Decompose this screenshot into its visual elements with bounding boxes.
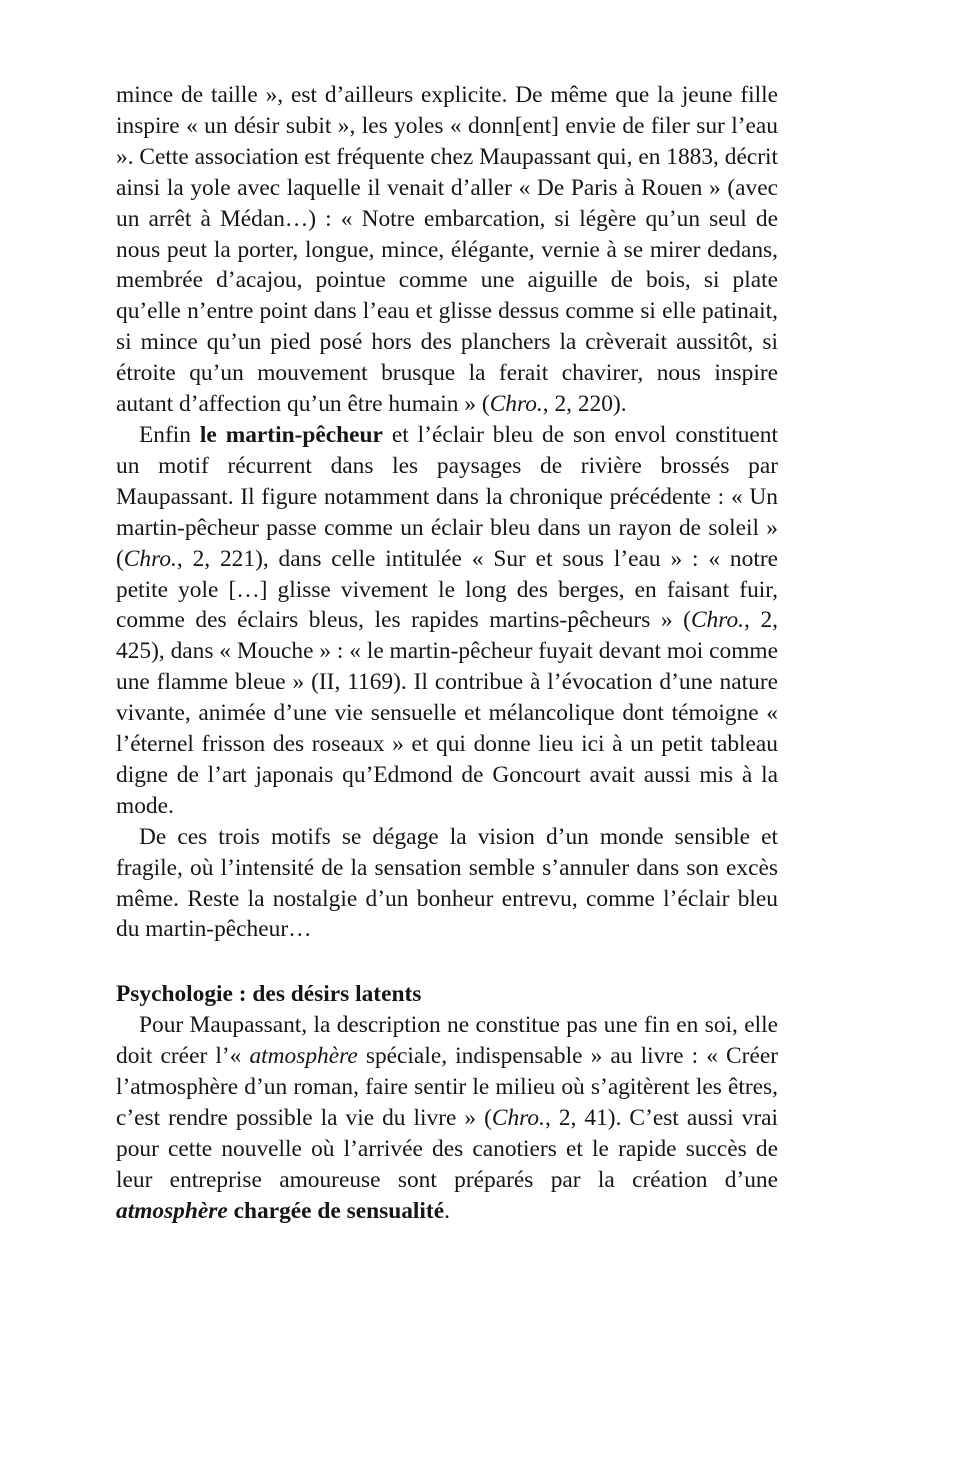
citation-chro: Chro. xyxy=(690,607,745,634)
italic-term: atmosphère xyxy=(249,1043,358,1070)
text-segment: , 2, 220). xyxy=(542,391,627,418)
text-segment: spéciale, indispensable » au livre : « Créer l’atmosphère d’un roman, faire sentir le milieu où s’agitèrent les êtres, c’est rendre possible la vie du livre » ( xyxy=(116,1043,778,1131)
text-segment: et l’éclair bleu de son envol constituent un motif récurrent dans les paysages de rivière brossés par Maupassant. Il figure notamment dans la chronique précédente : « Un martin-pêcheur passe comme un éclair bleu dans un rayon de soleil » ( xyxy=(116,421,778,572)
citation-chro: Chro. xyxy=(489,391,543,418)
paragraph-trois-motifs xyxy=(116,822,778,946)
paragraph-atmosphere xyxy=(116,1010,778,1226)
text-segment: De ces trois motifs se dégage la vision d’un monde sensible et fragile, où l’intensité de la sensation semble s’annuler dans son excès même. Reste la nostalgie d’un bonheur entrevu, comme l’éclair bleu du martin-pêcheur… xyxy=(116,823,778,943)
text-segment: Enfin xyxy=(139,421,200,448)
text-segment: , 2, 221), dans celle intitulée « Sur et sous l’eau » : « notre petite yole […] glisse vivement le long des berges, en faisant fuir, comme des éclairs bleus, les rapides martins-pêcheurs » ( xyxy=(116,545,778,634)
text-segment: mince de taille », est d’ailleurs explicite. De même que la jeune fille inspire « un désir subit », les yoles « donn[ent] envie de filer sur l’eau ». Cette association est fréquente chez Maupassant qui, en 1883, décrit ainsi la yole avec laquelle il venait d’aller « De Paris à Rouen » (avec un arrêt à Médan…) : « Notre embarcation, si légère qu’un seul de nous peut la porter, longue, mince, élégante, vernie à se mirer dedans, membrée d’acajou, pointue comme une aiguille de bois, si plate qu’elle n’entre point dans l’eau et glisse dessus comme si elle patinait, si mince qu’un pied posé hors des planchers la crèverait aussitôt, si étroite qu’un mouvement brusque la ferait chavirer, nous inspire autant d’affection qu’un être humain » ( xyxy=(116,82,778,418)
document-page xyxy=(116,80,778,1227)
citation-chro: Chro. xyxy=(123,545,177,572)
text-segment: , 2, 425), dans « Mouche » : « le martin-pêcheur fuyait devant moi comme une flamme bleue » (II, 1169). Il contribue à l’évocation d’une nature vivante, animée d’une vie sensuelle et mélancolique dont témoigne « l’éternel frisson des roseaux » et qui donne lieu ici à un petit tableau digne de l’art japonais qu’Edmond de Goncourt avait aussi mis à la mode. xyxy=(116,607,778,819)
bold-term: le martin-pêcheur xyxy=(199,421,383,448)
text-segment: . xyxy=(444,1197,450,1224)
text-segment: Pour Maupassant, la description ne constitue pas une fin en soi, elle doit créer l’« xyxy=(116,1012,778,1070)
paragraph-yole xyxy=(116,80,778,420)
bold-term: chargée de sensualité xyxy=(227,1197,445,1224)
bold-italic-term: atmosphère xyxy=(116,1197,228,1224)
paragraph-martin-pecheur xyxy=(116,420,778,822)
section-heading: Psychologie : des désirs latents xyxy=(116,981,422,1008)
text-segment: , 2, 41). C’est aussi vrai pour cette nouvelle où l’arrivée des canotiers et le rapide succès de leur entreprise amoureuse sont préparés par la création d’une xyxy=(116,1105,778,1193)
citation-chro: Chro. xyxy=(491,1105,545,1131)
